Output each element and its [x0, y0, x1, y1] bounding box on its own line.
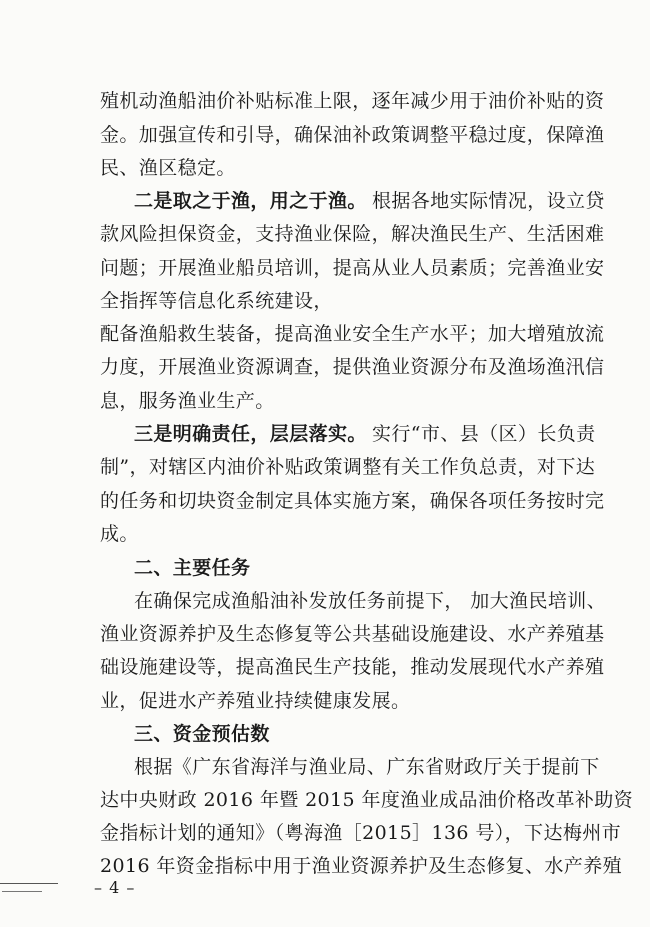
section-heading-tasks: 二、主要任务 — [134, 557, 251, 579]
body-line: 息，服务渔业生产。 — [100, 390, 275, 412]
heading-point-two: 二是取之于渔，用之于渔。 — [134, 190, 367, 212]
body-line: 根据《广东省海洋与渔业局、广东省财政厅关于提前下 — [134, 756, 600, 778]
body-line: 款风险担保资金，支持渔业保险，解决渔民生产、生活困难 — [100, 223, 605, 245]
page-number: – 4 – — [94, 878, 136, 897]
body-line: 渔业资源养护及生态修复等公共基础设施建设、水产养殖基 — [100, 623, 605, 645]
body-line: 力度，开展渔业资源调查，提供渔业资源分布及渔场渔汛信 — [100, 356, 605, 378]
body-line: 础设施建设等，提高渔民生产技能，推动发展现代水产养殖 — [100, 656, 605, 678]
edge-rule — [0, 883, 58, 884]
body-line: 配备渔船救生装备，提高渔业安全生产水平；加大增殖放流 — [100, 323, 605, 345]
body-line: 民、渔区稳定。 — [100, 157, 236, 179]
body-line: 问题；开展渔业船员培训，提高从业人员素质；完善渔业安 — [100, 257, 605, 279]
body-line: 制”，对辖区内油价补贴政策调整有关工作负总责，对下达 — [100, 456, 596, 478]
body-line: 全指挥等信息化系统建设， — [100, 290, 333, 312]
body-line: 业，促进水产养殖业持续健康发展。 — [100, 690, 411, 712]
body-line: 达中央财政 2016 年暨 2015 年度渔业成品油价格改革补助资 — [100, 789, 634, 811]
body-line: 金指标计划的通知》（粤海渔［2015］136 号），下达梅州市 — [100, 822, 622, 844]
body-line: 在确保完成渔船油补发放任务前提下， 加大渔民培训、 — [134, 590, 607, 612]
edge-rule — [2, 891, 42, 892]
body-line: 2016 年资金指标中用于渔业资源养护及生态修复、水产养殖 — [100, 855, 622, 877]
section-heading-funds: 三、资金预估数 — [134, 723, 270, 745]
body-line: 成。 — [100, 523, 139, 545]
body-line: 的任务和切块资金制定具体实施方案，确保各项任务按时完 — [100, 490, 605, 512]
body-line: 实行“市、县（区）长负责 — [372, 423, 596, 445]
body-line: 殖机动渔船油价补贴标准上限，逐年减少用于油价补贴的资 — [100, 90, 605, 112]
heading-point-three: 三是明确责任，层层落实。 — [134, 423, 367, 445]
body-line: 根据各地实际情况，设立贷 — [372, 190, 605, 212]
body-line: 金。加强宣传和引导，确保油补政策调整平稳过度，保障渔 — [100, 124, 605, 146]
